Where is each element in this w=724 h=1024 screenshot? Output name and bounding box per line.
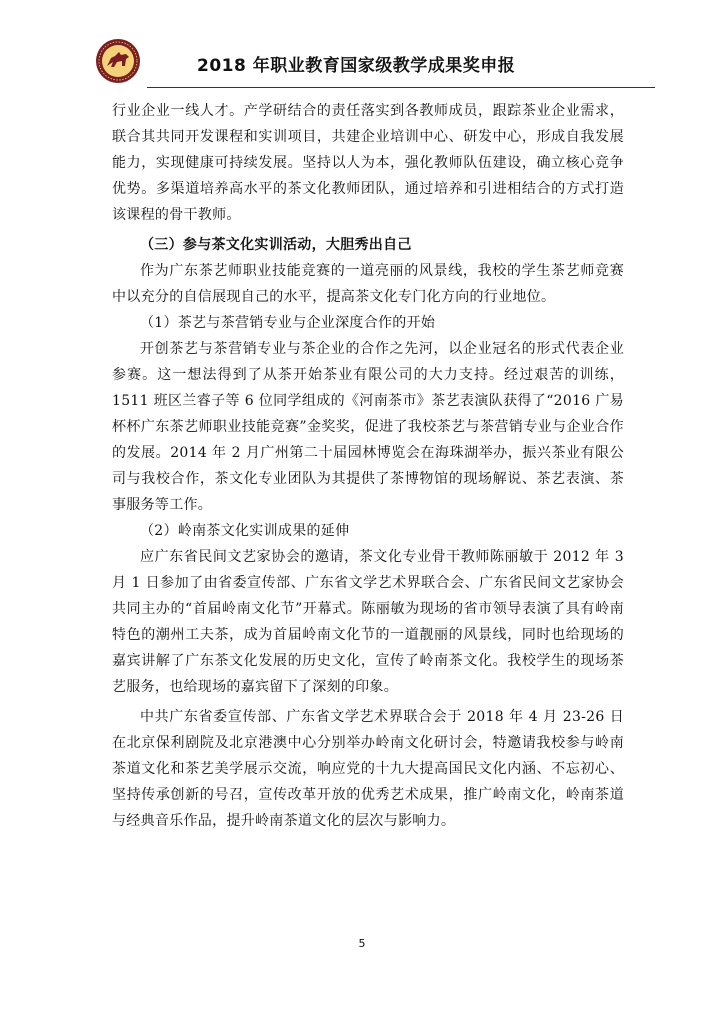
section-heading: （三）参与茶文化实训活动，大胆秀出自己 [140,237,412,253]
page-header [95,36,655,90]
page-title: 2018 年职业教育国家级教学成果奖申报 [197,56,516,76]
document-body [112,98,624,834]
paragraph-culture-festival: 应广东省民间文艺家协会的邀请，茶文化专业骨干教师陈丽敏于 2012 年 3 月 1 日参加了由省委宣传部、广东省文学艺术界联合会、广东省民间文艺家协会共同主办的“首届岭南文化节”开幕式。陈丽敏为现场的省市领导表演了具有岭南特色的潮州工夫茶，成为首届岭南文化节的一道靓丽的风景线，同时也给现场的嘉宾讲解了广东茶文化发展的历史文化，宣传了岭南茶文化。我校学生的现场茶艺服务，也给现场的嘉宾留下了深刻的印象。 [112,549,624,695]
page-number: 5 [358,937,366,950]
subsection-heading-2: （2）岭南茶文化实训成果的延伸 [140,523,350,539]
school-logo-icon [95,38,141,84]
paragraph-seminar: 中共广东省委宣传部、广东省文学艺术界联合会于 2018 年 4 月 23-26 日在北京保利剧院及北京港澳中心分别举办岭南文化研讨会，特邀请我校参与岭南茶道文化和茶艺美学展示交流，响应党的十九大提高国民文化内涵、不忘初心、坚持传承创新的号召，宣传改革开放的优秀艺术成果，推广岭南文化，岭南茶道与经典音乐作品，提升岭南茶道文化的层次与影响力。 [112,709,624,829]
subsection-heading-1: （1）茶艺与茶营销专业与企业深度合作的开始 [140,315,436,331]
paragraph-continuation: 行业企业一线人才。产学研结合的责任落实到各教师成员，跟踪茶业企业需求，联合其共同开发课程和实训项目，共建企业培训中心、研发中心，形成自我发展能力，实现健康可持续发展。坚持以人为本，强化教师队伍建设，确立核心竞争优势。多渠道培养高水平的茶文化教师团队，通过培养和引进相结合的方式打造该课程的骨干教师。 [112,103,624,223]
paragraph-cooperation: 开创茶艺与茶营销专业与茶企业的合作之先河，以企业冠名的形式代表企业参赛。这一想法得到了从茶开始茶业有限公司的大力支持。经过艰苦的训练，1511 班区兰睿子等 6 位同学组成的《河南茶市》茶艺表演队获得了“2016 广易杯杯广东茶艺师职业技能竞赛”金奖奖，促进了我校茶艺与茶营销专业与企业合作的发展。2014 年 2 月广州第二十届园林博览会在海珠湖举办，振兴茶业有限公司与我校合作，茶文化专业团队为其提供了茶博物馆的现场解说、茶艺表演、茶事服务等工作。 [112,341,624,513]
paragraph-intro: 作为广东茶艺师职业技能竞赛的一道亮丽的风景线，我校的学生茶艺师竞赛中以充分的自信展现自己的水平，提高茶文化专门化方向的行业地位。 [112,263,624,305]
header-divider [147,87,655,88]
